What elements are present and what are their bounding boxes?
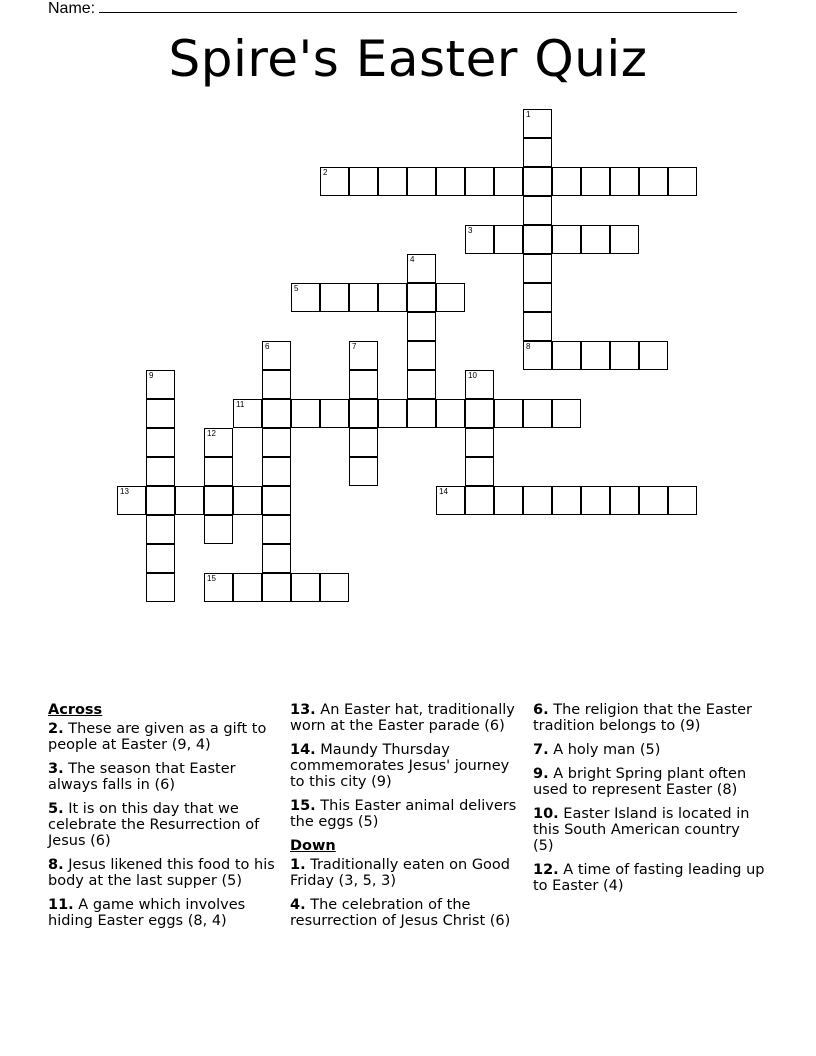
grid-cell[interactable] <box>407 167 436 196</box>
clue-text: An Easter hat, traditionally worn at the Easter parade (6) <box>290 702 515 734</box>
cell-number: 1 <box>526 110 531 119</box>
cell-number: 14 <box>439 487 448 496</box>
grid-cell[interactable] <box>320 399 349 428</box>
grid-cell[interactable] <box>204 457 233 486</box>
grid-cell[interactable] <box>436 167 465 196</box>
clue-number: 11. <box>48 897 74 913</box>
cell-number: 9 <box>149 371 154 380</box>
grid-cell[interactable] <box>204 515 233 544</box>
clue-number: 5. <box>48 801 64 817</box>
cell-number: 15 <box>207 574 216 583</box>
cell-number: 8 <box>526 342 531 351</box>
clue-number: 4. <box>290 897 306 913</box>
grid-cell[interactable] <box>233 399 262 428</box>
grid-cell[interactable] <box>349 428 378 457</box>
grid-cell[interactable] <box>320 573 349 602</box>
cell-number: 3 <box>468 226 473 235</box>
clue <box>533 742 765 758</box>
grid-cell[interactable] <box>581 486 610 515</box>
grid-cell[interactable] <box>523 312 552 341</box>
grid-cell[interactable] <box>146 399 175 428</box>
grid-cell[interactable] <box>349 167 378 196</box>
grid-cell[interactable] <box>581 167 610 196</box>
grid-cell[interactable] <box>146 573 175 602</box>
grid-cell[interactable] <box>262 370 291 399</box>
down-heading: Down <box>290 838 336 854</box>
cell-number: 12 <box>207 429 216 438</box>
across-heading: Across <box>48 702 103 718</box>
clue <box>48 761 276 793</box>
grid-cell[interactable] <box>581 341 610 370</box>
grid-cell[interactable] <box>494 486 523 515</box>
grid-cell[interactable] <box>523 225 552 254</box>
cell-number: 4 <box>410 255 415 264</box>
clue <box>533 766 765 798</box>
cell-number: 6 <box>265 342 270 351</box>
grid-cell[interactable] <box>175 486 204 515</box>
grid-cell[interactable] <box>639 486 668 515</box>
clue-number: 14. <box>290 742 316 758</box>
grid-cell[interactable] <box>320 283 349 312</box>
clue <box>290 742 526 790</box>
grid-cell[interactable] <box>639 167 668 196</box>
clue-number: 10. <box>533 806 559 822</box>
clue-text: This Easter animal delivers the eggs (5) <box>290 798 517 830</box>
grid-cell[interactable] <box>465 225 494 254</box>
grid-cell[interactable] <box>407 370 436 399</box>
clue <box>533 702 765 734</box>
clues-column-3 <box>533 702 765 902</box>
clue <box>533 862 765 894</box>
grid-cell[interactable] <box>204 428 233 457</box>
grid-cell[interactable] <box>494 399 523 428</box>
cell-number: 13 <box>120 487 129 496</box>
grid-cell[interactable] <box>436 283 465 312</box>
grid-cell[interactable] <box>146 486 175 515</box>
clues-column-2 <box>290 702 526 937</box>
clue-text: Traditionally eaten on Good Friday (3, 5, 3) <box>290 857 510 889</box>
grid-cell[interactable] <box>552 167 581 196</box>
grid-cell[interactable] <box>146 457 175 486</box>
grid-cell[interactable] <box>523 138 552 167</box>
grid-cell[interactable] <box>146 428 175 457</box>
grid-cell[interactable] <box>262 486 291 515</box>
grid-cell[interactable] <box>407 312 436 341</box>
grid-cell[interactable] <box>465 370 494 399</box>
grid-cell[interactable] <box>523 399 552 428</box>
grid-cell[interactable] <box>523 167 552 196</box>
grid-cell[interactable] <box>233 573 262 602</box>
name-label: Name: <box>48 0 96 17</box>
grid-cell[interactable] <box>262 573 291 602</box>
grid-cell[interactable] <box>523 196 552 225</box>
clue-text: The religion that the Easter tradition belongs to (9) <box>533 702 752 734</box>
grid-cell[interactable] <box>552 486 581 515</box>
clue <box>48 897 276 929</box>
grid-cell[interactable] <box>523 341 552 370</box>
clue-number: 1. <box>290 857 306 873</box>
grid-cell[interactable] <box>204 486 233 515</box>
grid-cell[interactable] <box>552 399 581 428</box>
grid-cell[interactable] <box>146 515 175 544</box>
clue-text: The season that Easter always falls in (6) <box>48 761 236 793</box>
clue-text: Jesus likened this food to his body at the last supper (5) <box>48 857 275 889</box>
grid-cell[interactable] <box>146 544 175 573</box>
grid-cell[interactable] <box>349 341 378 370</box>
cell-number: 5 <box>294 284 299 293</box>
grid-cell[interactable] <box>610 341 639 370</box>
cell-number: 10 <box>468 371 477 380</box>
grid-cell[interactable] <box>262 457 291 486</box>
page-title: Spire's Easter Quiz <box>168 30 648 88</box>
clue <box>290 702 526 734</box>
grid-cell[interactable] <box>320 167 349 196</box>
grid-cell[interactable] <box>465 457 494 486</box>
grid-cell[interactable] <box>407 283 436 312</box>
clue <box>290 857 526 889</box>
grid-cell[interactable] <box>610 225 639 254</box>
clue <box>533 806 765 854</box>
grid-cell[interactable] <box>378 167 407 196</box>
clue-number: 9. <box>533 766 549 782</box>
cell-number: 2 <box>323 168 328 177</box>
clue-text: It is on this day that we celebrate the Resurrection of Jesus (6) <box>48 801 260 849</box>
grid-cell[interactable] <box>523 254 552 283</box>
cell-number: 7 <box>352 342 357 351</box>
clue <box>290 897 526 929</box>
clue-number: 15. <box>290 798 316 814</box>
grid-cell[interactable] <box>146 370 175 399</box>
grid-cell[interactable] <box>291 573 320 602</box>
clue <box>48 857 276 889</box>
cell-number: 11 <box>236 400 245 409</box>
grid-cell[interactable] <box>610 486 639 515</box>
grid-cell[interactable] <box>407 254 436 283</box>
clue-text: The celebration of the resurrection of Jesus Christ (6) <box>290 897 511 929</box>
grid-cell[interactable] <box>117 486 146 515</box>
clue <box>48 801 276 849</box>
clue-number: 6. <box>533 702 549 718</box>
clue-number: 2. <box>48 721 64 737</box>
grid-cell[interactable] <box>204 573 233 602</box>
grid-cell[interactable] <box>233 486 262 515</box>
clue <box>48 721 276 753</box>
grid-cell[interactable] <box>523 109 552 138</box>
grid-cell[interactable] <box>639 341 668 370</box>
grid-cell[interactable] <box>262 544 291 573</box>
clue-text: Maundy Thursday commemorates Jesus' journey to this city (9) <box>290 742 510 790</box>
grid-cell[interactable] <box>378 399 407 428</box>
grid-cell[interactable] <box>349 457 378 486</box>
clue-number: 12. <box>533 862 559 878</box>
grid-cell[interactable] <box>378 283 407 312</box>
grid-cell[interactable] <box>291 283 320 312</box>
grid-cell[interactable] <box>262 515 291 544</box>
clue-number: 3. <box>48 761 64 777</box>
grid-cell[interactable] <box>262 341 291 370</box>
grid-cell[interactable] <box>436 486 465 515</box>
clue-number: 8. <box>48 857 64 873</box>
grid-cell[interactable] <box>552 225 581 254</box>
grid-cell[interactable] <box>407 341 436 370</box>
grid-cell[interactable] <box>262 428 291 457</box>
grid-cell[interactable] <box>581 225 610 254</box>
grid-cell[interactable] <box>349 283 378 312</box>
grid-cell[interactable] <box>465 399 494 428</box>
grid-cell[interactable] <box>523 486 552 515</box>
grid-cell[interactable] <box>436 399 465 428</box>
grid-cell[interactable] <box>494 167 523 196</box>
grid-cell[interactable] <box>465 428 494 457</box>
clue <box>290 798 526 830</box>
clue-text: Easter Island is located in this South American country (5) <box>533 806 750 854</box>
grid-cell[interactable] <box>523 283 552 312</box>
grid-cell[interactable] <box>465 167 494 196</box>
grid-cell[interactable] <box>552 341 581 370</box>
clues-column-1 <box>48 702 276 937</box>
clue-text: These are given as a gift to people at Easter (9, 4) <box>48 721 267 753</box>
grid-cell[interactable] <box>668 167 697 196</box>
clue-text: A bright Spring plant often used to represent Easter (8) <box>533 766 747 798</box>
clue-text: A game which involves hiding Easter eggs (8, 4) <box>48 897 246 929</box>
grid-cell[interactable] <box>407 399 436 428</box>
grid-cell[interactable] <box>465 486 494 515</box>
grid-cell[interactable] <box>494 225 523 254</box>
grid-cell[interactable] <box>349 370 378 399</box>
grid-cell[interactable] <box>262 399 291 428</box>
clue-text: A holy man (5) <box>548 742 661 758</box>
clue-number: 7. <box>533 742 549 758</box>
grid-cell[interactable] <box>349 399 378 428</box>
grid-cell[interactable] <box>668 486 697 515</box>
clue-text: A time of fasting leading up to Easter (4) <box>533 862 765 894</box>
grid-cell[interactable] <box>610 167 639 196</box>
clue-number: 13. <box>290 702 316 718</box>
grid-cell[interactable] <box>291 399 320 428</box>
